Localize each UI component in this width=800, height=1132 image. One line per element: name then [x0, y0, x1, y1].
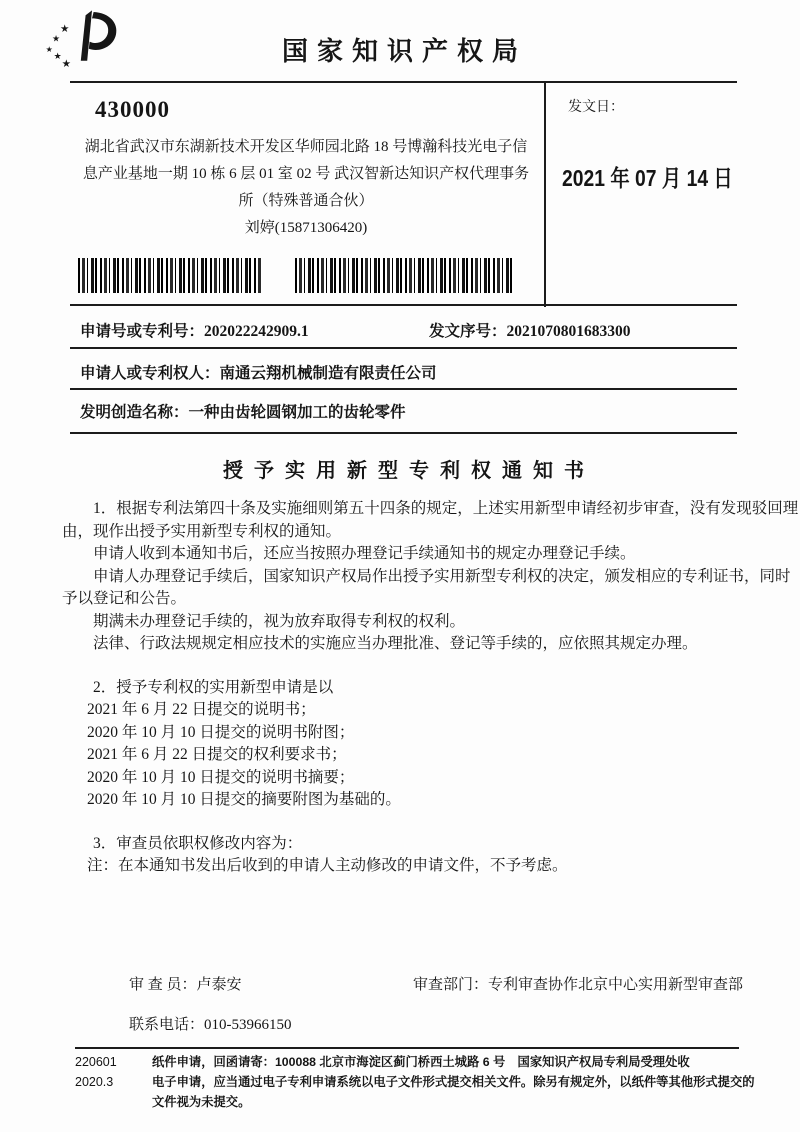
body-line: 申请人办理登记手续后，国家知识产权局作出授予实用新型专利权的决定，颁发相应的专利证书，同时: [93, 567, 791, 585]
address-line: 湖北省武汉市东湖新技术开发区华师园北路 18 号博瀚科技光电子信: [84, 139, 528, 155]
contact-phone-row: [129, 1013, 292, 1034]
department-group: [413, 973, 743, 994]
divider-rule: [70, 304, 737, 306]
examiner-group: [129, 973, 242, 994]
application-number-value: 202022242909.1: [204, 323, 309, 340]
svg-text:★: ★: [61, 59, 71, 71]
barcode: [78, 258, 262, 293]
applicant-row: [80, 361, 437, 383]
department-label: 审查部门：: [413, 977, 489, 993]
agent-contact: 刘婷(15871306420): [244, 220, 368, 236]
invention-title-row: [80, 400, 406, 422]
filing-date-line: 2020 年 10 月 10 日提交的摘要附图为基础的。: [87, 791, 401, 808]
header-rule: [70, 81, 737, 83]
body-line: 法律、行政法规规定相应技术的实施应当办理批准、登记等手续的，应依照其规定办理。: [93, 635, 698, 652]
body-line: 申请人收到本通知书后，还应当按照办理登记手续通知书的规定办理登记手续。: [93, 545, 636, 562]
footer-instruction-line: 电子申请，应当通过电子专利申请系统以电子文件形式提交相关文件。除另有规定外，以纸件等其他形式提交的: [152, 1075, 755, 1089]
form-code-block: [75, 1052, 117, 1092]
phone-number: 010-53966150: [204, 1017, 292, 1033]
svg-text:★: ★: [60, 24, 70, 35]
address-line: 息产业基地一期 10 栋 6 层 01 室 02 号 武汉智新达知识产权代理事务: [82, 166, 530, 182]
notice-title: 授予实用新型专利权通知书: [223, 460, 595, 482]
body-line: 3．审查员依职权修改内容为：: [93, 834, 303, 852]
invention-title-label: 发明创造名称：: [80, 404, 189, 421]
body-line: 期满未办理登记手续的，视为放弃取得专利权的权利。: [93, 612, 466, 630]
filing-date-line: 2021 年 6 月 22 日提交的说明书；: [87, 701, 316, 718]
serial-number-label: 发文序号：: [429, 323, 507, 340]
divider-rule: [70, 347, 737, 349]
footer-rule: [75, 1047, 739, 1049]
filing-date-line: 2021 年 6 月 22 日提交的权利要求书；: [87, 746, 347, 763]
application-number-row: [80, 319, 740, 341]
body-line: 予以登记和公告。: [62, 590, 187, 607]
invention-title-value: 一种由齿轮圆钢加工的齿轮零件: [188, 404, 406, 421]
phone-label: 联系电话：: [129, 1017, 205, 1033]
divider-rule: [70, 388, 737, 390]
serial-number-group: [429, 319, 631, 341]
examiner-label: 审 查 员：: [129, 977, 197, 993]
footer-instruction-line: 文件视为未提交。: [152, 1095, 251, 1109]
address-line: 所（特殊普通合伙）: [238, 193, 374, 209]
body-line: 注：在本通知书发出后收到的申请人主动修改的申请文件，不予考虑。: [87, 857, 568, 874]
applicant-value: 南通云翔机械制造有限责任公司: [219, 365, 437, 382]
applicant-label: 申请人或专利权人：: [80, 365, 220, 382]
footer-instructions: [152, 1052, 755, 1112]
footer-instruction-line: 纸件申请，回函请寄：100088 北京市海淀区蓟门桥西土城路 6 号 国家知识产权局专利局受理处收: [152, 1055, 690, 1069]
form-code: 220601: [75, 1055, 117, 1069]
serial-number-value: 2021070801683300: [506, 323, 631, 340]
recipient-address: [72, 134, 540, 242]
barcode: [295, 258, 514, 293]
form-date: 2020.3: [75, 1075, 114, 1089]
svg-text:★: ★: [53, 51, 62, 62]
notice-body: [62, 498, 799, 878]
examiner-name: 卢泰安: [196, 977, 242, 993]
department-name: 专利审查协作北京中心实用新型审查部: [488, 977, 744, 993]
filing-date-line: 2020 年 10 月 10 日提交的说明书摘要；: [87, 768, 355, 786]
body-line: 由，现作出授予实用新型专利权的通知。: [62, 522, 342, 540]
svg-text:★: ★: [45, 45, 53, 54]
body-line: 2．授予专利权的实用新型申请是以: [93, 678, 334, 696]
org-title: 国家知识产权局: [281, 36, 527, 66]
send-date-label: 发文日：: [568, 100, 624, 115]
body-line: 1．根据专利法第四十条及实施细则第五十四条的规定，上述实用新型申请经初步审查，没有发现驳回理: [93, 500, 799, 517]
svg-text:★: ★: [52, 33, 60, 44]
date-box-divider: [544, 81, 546, 307]
divider-rule: [70, 432, 737, 434]
application-number-label: 申请号或专利号：: [80, 323, 205, 340]
postal-code: 430000: [95, 97, 170, 122]
filing-date-line: 2020 年 10 月 10 日提交的说明书附图；: [87, 723, 355, 741]
send-date-value: 2021 年 07 月 14 日: [562, 165, 733, 191]
